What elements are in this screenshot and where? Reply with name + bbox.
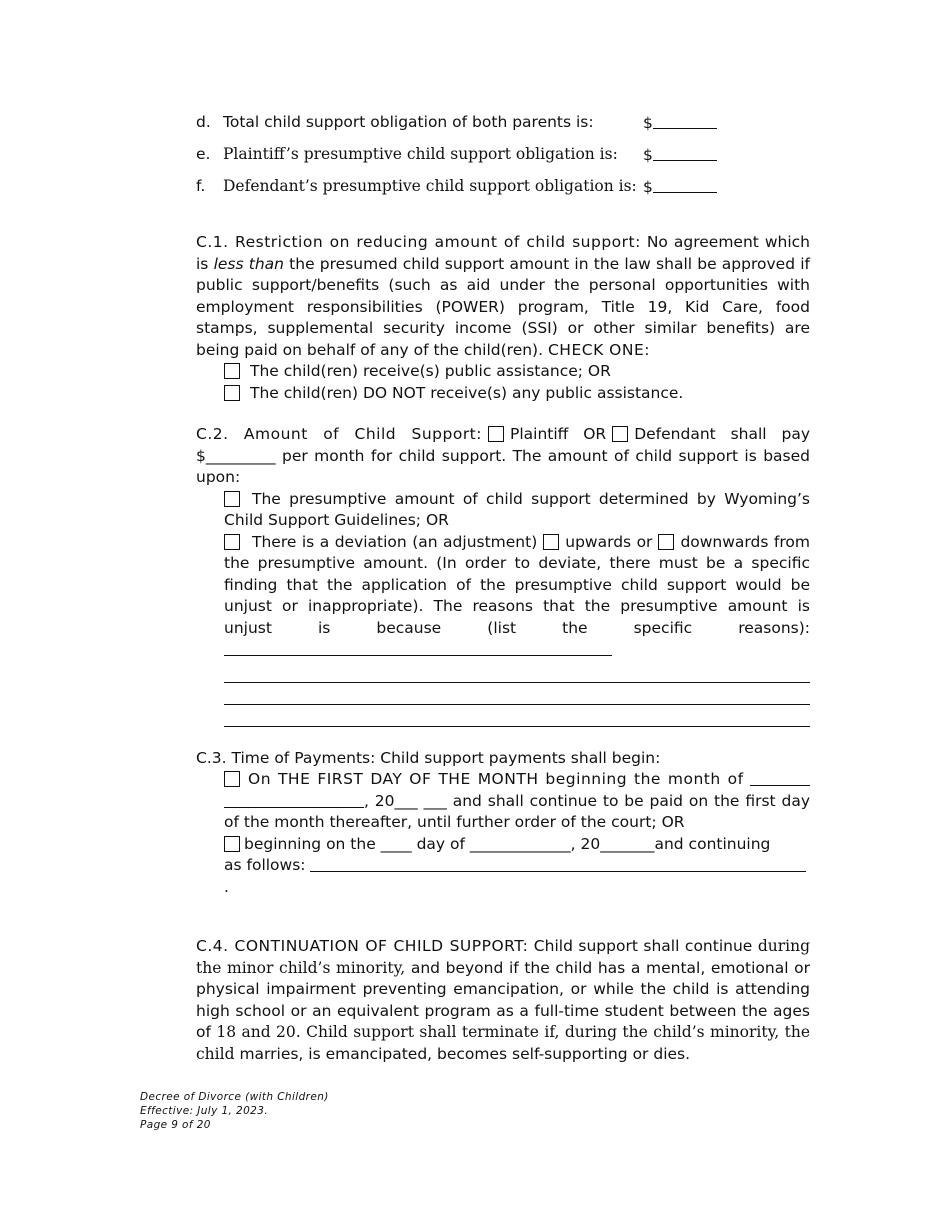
footer-page-number: Page 9 of 20 xyxy=(140,1119,211,1131)
section-c2-paragraph xyxy=(196,424,810,489)
document-page xyxy=(196,110,810,1065)
reasons-line[interactable] xyxy=(224,661,810,683)
receives-assistance-checkbox[interactable] xyxy=(224,363,240,379)
as-follows-field[interactable] xyxy=(310,855,806,872)
obligation-amount-field[interactable] xyxy=(643,112,717,135)
reasons-field[interactable] xyxy=(224,639,612,656)
obligation-text: Defendant’s presumptive child support obligation is: xyxy=(223,177,637,195)
section-c1 xyxy=(196,232,810,404)
reasons-label: (list the specific reasons): xyxy=(487,618,811,637)
section-c1-text: No agreement which is xyxy=(196,233,810,273)
downwards-label: downwards from the presumptive amount. (In order to deviate, there must be a specific finding that the application of the presumptive child support would be unjust or inappropriate). The reasons that the presumptive amount is unjust is because xyxy=(224,532,810,637)
dollar-sign: $ xyxy=(643,178,653,196)
obligation-letter: e. xyxy=(196,145,211,163)
section-c4-heading: C.4. CONTINUATION OF CHILD SUPPORT: xyxy=(196,937,529,955)
option-label: The child(ren) receive(s) public assistance; OR xyxy=(250,362,611,380)
obligation-letter: f. xyxy=(196,177,206,195)
section-c3-paragraph xyxy=(196,748,810,770)
section-c4-paragraph xyxy=(196,936,810,1065)
no-assistance-checkbox[interactable] xyxy=(224,385,240,401)
obligation-row-f xyxy=(196,174,810,206)
section-c4 xyxy=(196,936,810,1065)
section-c4-text: and beyond if the child has a mental, emotional or physical impairment preventing emancipation, or while the child is attending high school or an equivalent program as a full-time student between the ages of xyxy=(196,958,810,1041)
section-c3-heading: C.3. Time of Payments: xyxy=(196,748,376,767)
defendant-checkbox[interactable] xyxy=(612,426,628,442)
option-label: On THE FIRST DAY OF THE MONTH beginning the month of xyxy=(248,770,744,788)
page-footer xyxy=(140,1090,329,1132)
section-c2-heading: C.2. Amount of Child Support: xyxy=(196,425,482,443)
section-c4-text: Child support shall continue xyxy=(528,937,758,955)
period: . xyxy=(224,877,229,896)
obligation-letter: d. xyxy=(196,113,211,131)
reasons-lines xyxy=(196,661,810,727)
obligation-text: Plaintiff’s presumptive child support obligation is: xyxy=(223,145,618,163)
section-c4-text: during the minor child’s minority, xyxy=(196,937,810,977)
option-label: There is a deviation (an adjustment) xyxy=(252,532,538,551)
option-label: beginning on the ____ day of _____________, 20_______and continuing xyxy=(244,834,771,853)
plaintiff-label: Plaintiff OR xyxy=(510,425,607,443)
option-label: The child(ren) DO NOT receive(s) any public assistance. xyxy=(250,383,684,402)
deviation-checkbox[interactable] xyxy=(224,534,240,550)
defendant-label: Defendant shall pay xyxy=(634,425,811,443)
reasons-line[interactable] xyxy=(224,683,810,705)
month-field[interactable] xyxy=(224,791,364,808)
section-c2-text: per month for child support. The amount of child support is based upon: xyxy=(196,446,810,486)
dollar-sign: $ xyxy=(643,146,653,164)
specific-date-option xyxy=(196,834,810,899)
obligation-text: Total child support obligation of both parents is: xyxy=(223,113,594,131)
monthly-amount-field[interactable]: $_________ xyxy=(196,446,276,465)
upwards-label: upwards or xyxy=(565,532,653,551)
section-c1-text: the presumed child support amount in the law shall be approved if public support/benefits (such as aid under the personal opportunities with employment responsibilities (POWER) program, Title 19, Kid Care, food stamps, supplemental security income (SSI) or other similar benefits) are being paid on behalf of any of the child(ren). xyxy=(196,254,810,359)
section-c3-text: Child support payments shall begin: xyxy=(375,748,661,767)
public-assistance-option xyxy=(196,383,810,405)
presumptive-option xyxy=(196,489,810,532)
as-follows-label: as follows: xyxy=(224,856,306,874)
specific-date-checkbox[interactable] xyxy=(224,836,240,852)
obligation-amount-field[interactable] xyxy=(643,176,717,199)
downwards-checkbox[interactable] xyxy=(658,534,674,550)
plaintiff-checkbox[interactable] xyxy=(488,426,504,442)
footer-effective-date: Effective: July 1, 2023. xyxy=(140,1105,269,1117)
obligation-row-d xyxy=(196,110,810,142)
reasons-line[interactable] xyxy=(224,705,810,727)
upwards-checkbox[interactable] xyxy=(543,534,559,550)
option-label: The presumptive amount of child support determined by Wyoming’s Child Support Guidelines; OR xyxy=(224,489,810,529)
public-assistance-option xyxy=(196,361,810,383)
footer-form-title: Decree of Divorce (with Children) xyxy=(140,1091,329,1103)
deviation-option xyxy=(196,532,810,661)
dollar-sign: $ xyxy=(643,114,653,132)
obligation-amount-field[interactable] xyxy=(643,144,717,167)
option-text: , 20___ ___ and shall continue to be paid on the first day of the month thereafter, until further order of the court; OR xyxy=(224,791,810,831)
section-c2 xyxy=(196,424,810,727)
section-c1-emphasis: less than xyxy=(213,254,284,273)
section-c3 xyxy=(196,748,810,899)
presumptive-checkbox[interactable] xyxy=(224,491,240,507)
section-c1-heading: C.1. Restriction on reducing amount of child support: xyxy=(196,233,641,251)
section-c4-text: 18 and 20. Child support shall terminate if, during the child’s minority, the child xyxy=(196,1023,810,1063)
first-day-option xyxy=(196,769,810,834)
obligation-row-e xyxy=(196,142,810,174)
month-field[interactable] xyxy=(750,769,810,786)
first-day-checkbox[interactable] xyxy=(224,771,240,787)
section-c4-text: marries, is emancipated, becomes self-supporting or dies. xyxy=(234,1044,691,1063)
check-one-label: CHECK ONE: xyxy=(547,340,650,359)
section-c1-paragraph xyxy=(196,232,810,361)
